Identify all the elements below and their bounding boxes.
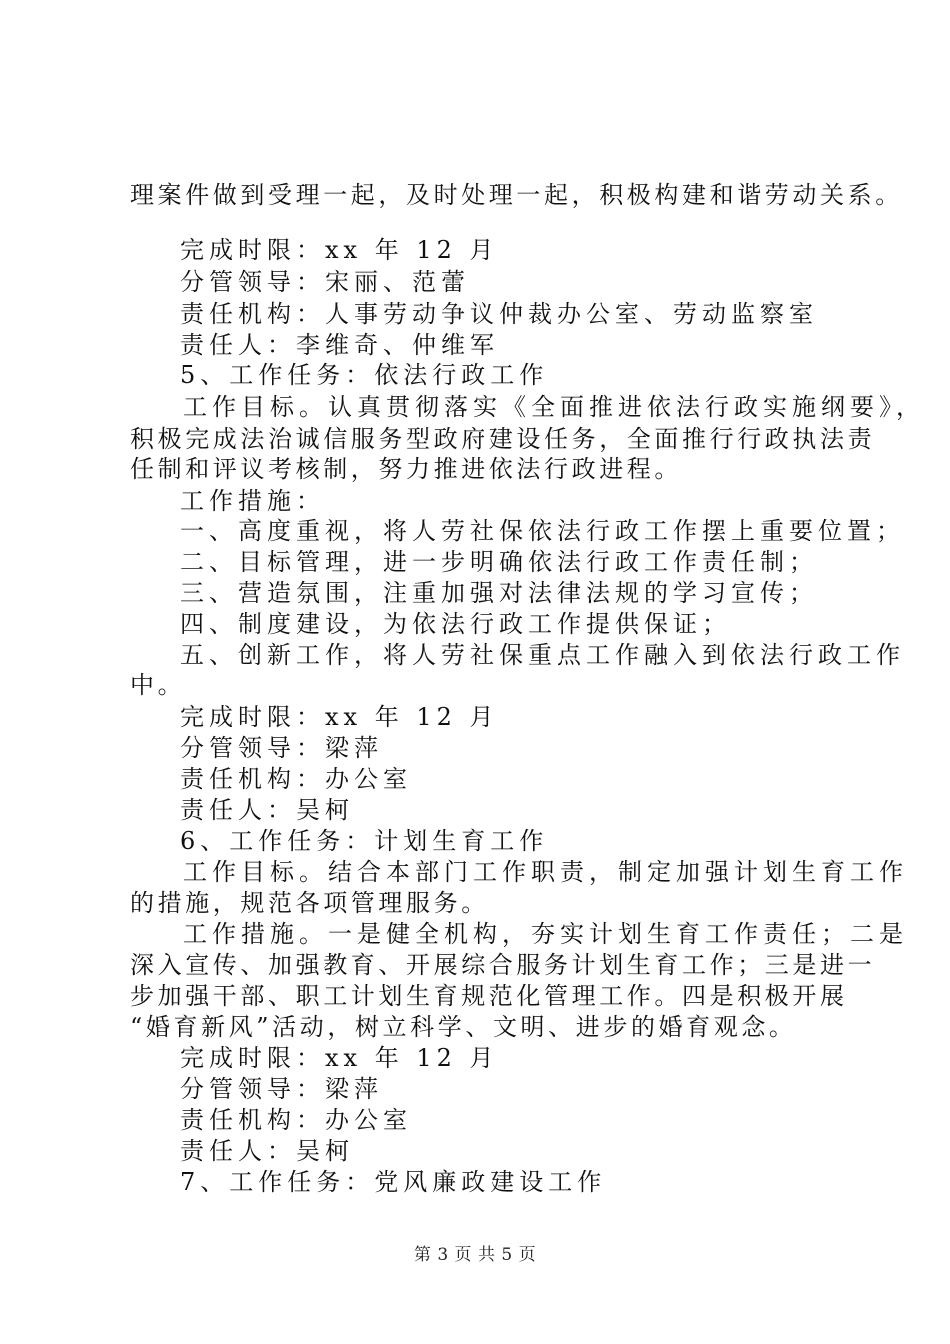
page-number-footer: 第 3 页 共 5 页 — [413, 1245, 537, 1265]
deadline-line: 完成时限：xx 年 12 月 — [180, 703, 499, 731]
list-item: 一、高度重视，将人劳社保依法行政工作摆上重要位置； — [180, 517, 905, 545]
paragraph-line: 理案件做到受理一起，及时处理一起，积极构建和谐劳动关系。 — [130, 181, 903, 209]
leader-line: 分管领导：梁萍 — [180, 734, 383, 762]
person-line: 责任人：李维奇、仲维军 — [180, 331, 499, 359]
paragraph-line: 任制和评议考核制，努力推进依法行政进程。 — [130, 455, 682, 483]
paragraph-line: 深入宣传、加强教育、开展综合服务计划生育工作；三是进一 — [130, 951, 876, 979]
leader-line: 分管领导：梁萍 — [180, 1075, 383, 1103]
leader-line: 分管领导：宋丽、范蕾 — [180, 268, 470, 296]
paragraph-line: 工作目标。结合本部门工作职责，制定加强计划生育工作 — [183, 858, 908, 886]
person-line: 责任人：吴柯 — [180, 796, 354, 824]
agency-line: 责任机构：人事劳动争议仲裁办公室、劳动监察室 — [180, 300, 818, 328]
deadline-line: 完成时限：xx 年 12 月 — [180, 236, 499, 264]
paragraph-line: “婚育新风”活动，树立科学、文明、进步的婚育观念。 — [130, 1013, 797, 1041]
list-item: 五、创新工作，将人劳社保重点工作融入到依法行政工作 — [180, 641, 905, 669]
paragraph-line: 中。 — [130, 671, 186, 699]
person-line: 责任人：吴柯 — [180, 1137, 354, 1165]
paragraph-line: 工作目标。认真贯彻落实《全面推进依法行政实施纲要》， — [183, 393, 925, 421]
agency-line: 责任机构：办公室 — [180, 765, 412, 793]
agency-line: 责任机构：办公室 — [180, 1106, 412, 1134]
deadline-line: 完成时限：xx 年 12 月 — [180, 1044, 499, 1072]
task-heading: 6、工作任务：计划生育工作 — [180, 827, 549, 855]
task-heading: 5、工作任务：依法行政工作 — [180, 361, 549, 389]
list-item: 三、营造氛围，注重加强对法律法规的学习宣传； — [180, 579, 818, 607]
list-item: 四、制度建设，为依法行政工作提供保证； — [180, 610, 731, 638]
paragraph-line: 积极完成法治诚信服务型政府建设任务，全面推行行政执法责 — [130, 425, 876, 453]
paragraph-line: 步加强干部、职工计划生育规范化管理工作。四是积极开展 — [130, 982, 848, 1010]
task-heading: 7、工作任务：党风廉政建设工作 — [180, 1168, 607, 1196]
paragraph-line: 工作措施。一是健全机构，夯实计划生育工作责任；二是 — [183, 920, 908, 948]
measures-heading: 工作措施： — [180, 487, 325, 515]
paragraph-line: 的措施，规范各项管理服务。 — [130, 889, 489, 917]
list-item: 二、目标管理，进一步明确依法行政工作责任制； — [180, 548, 818, 576]
